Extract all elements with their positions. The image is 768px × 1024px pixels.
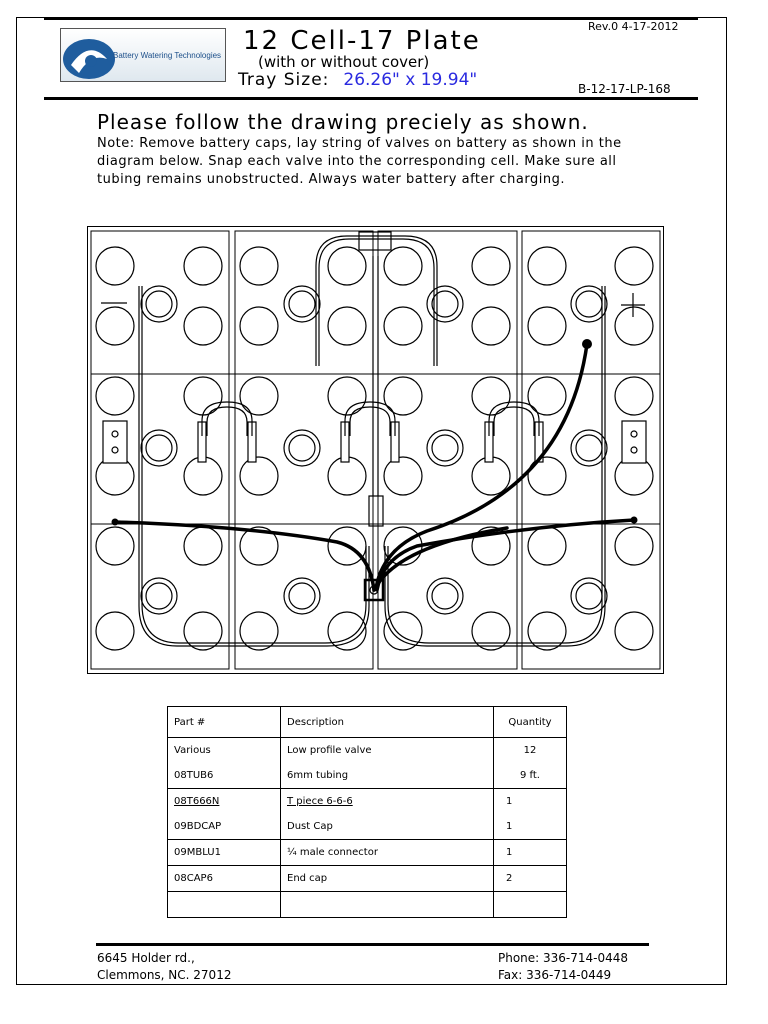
quantity-cell: 2 — [494, 866, 567, 892]
valve-inner-circle — [289, 291, 315, 317]
battery-plate-circle — [96, 307, 134, 345]
valve-inner-circle — [576, 583, 602, 609]
battery-plate-circle — [615, 247, 653, 285]
battery-plate-circle — [384, 377, 422, 415]
battery-plate-circle — [528, 247, 566, 285]
col-quantity-header: Quantity — [494, 707, 567, 738]
battery-plate-circle — [472, 612, 510, 650]
instructions-heading: Please follow the drawing preciely as shown. — [97, 110, 589, 134]
valve-inner-circle — [432, 435, 458, 461]
battery-plate-circle — [615, 307, 653, 345]
battery-plate-circle — [184, 527, 222, 565]
description-cell: Dust Cap — [281, 814, 494, 840]
valve-inner-circle — [576, 291, 602, 317]
battery-plate-circle — [96, 247, 134, 285]
part-number-cell: 08T666N — [168, 789, 281, 815]
valve-inner-circle — [289, 583, 315, 609]
quantity-cell: 9 ft. — [494, 763, 567, 789]
quantity-cell — [494, 892, 567, 918]
battery-plate-circle — [96, 612, 134, 650]
table-row — [168, 892, 567, 918]
parts-table-header — [168, 707, 567, 738]
battery-plate-circle — [615, 527, 653, 565]
battery-plate-circle — [328, 457, 366, 495]
description-cell: Low profile valve — [281, 738, 494, 764]
terminal-hole — [631, 447, 637, 453]
description-cell: End cap — [281, 866, 494, 892]
terminal-post — [103, 421, 127, 463]
description-cell — [281, 892, 494, 918]
table-row — [168, 814, 567, 840]
battery-plate-circle — [328, 247, 366, 285]
battery-plate-circle — [472, 307, 510, 345]
battery-plate-circle — [96, 377, 134, 415]
terminal-hole — [631, 431, 637, 437]
tray-size-value: 26.26" x 19.94" — [343, 70, 478, 90]
address-line-2: Clemmons, NC. 27012 — [97, 968, 232, 982]
table-row — [168, 789, 567, 815]
battery-plate-circle — [528, 527, 566, 565]
valve-inner-circle — [146, 583, 172, 609]
quantity-cell: 1 — [494, 840, 567, 866]
battery-plate-circle — [184, 247, 222, 285]
quantity-cell: 1 — [494, 789, 567, 815]
battery-plate-circle — [328, 612, 366, 650]
battery-plate-circle — [184, 307, 222, 345]
phone-number: Phone: 336-714-0448 — [498, 951, 629, 965]
part-number-cell: 09MBLU1 — [168, 840, 281, 866]
battery-plate-circle — [472, 457, 510, 495]
company-logo — [60, 28, 226, 82]
part-number-cell: 09BDCAP — [168, 814, 281, 840]
valve-inner-circle — [289, 435, 315, 461]
col-part-header: Part # — [168, 707, 281, 738]
table-row — [168, 738, 567, 764]
battery-plate-circle — [328, 307, 366, 345]
company-address — [97, 950, 231, 984]
valve-inner-circle — [146, 291, 172, 317]
page-subtitle: (with or without cover) — [258, 53, 430, 71]
battery-plate-circle — [96, 527, 134, 565]
part-number-cell: 08CAP6 — [168, 866, 281, 892]
logo-text: Battery Watering Technologies — [113, 51, 222, 60]
table-row — [168, 840, 567, 866]
col-description-header: Description — [281, 707, 494, 738]
fax-number: Fax: 336-714-0449 — [498, 968, 612, 982]
part-number-cell: Various — [168, 738, 281, 764]
battery-plate-circle — [528, 612, 566, 650]
battery-plate-circle — [384, 457, 422, 495]
battery-layout-diagram — [87, 226, 664, 674]
parts-table — [167, 706, 567, 918]
valve-inner-circle — [432, 291, 458, 317]
battery-plate-circle — [472, 247, 510, 285]
company-contact — [498, 950, 628, 984]
battery-plate-circle — [528, 377, 566, 415]
instructions-note: Note: Remove battery caps, lay string of valves on battery as shown in the diagram below. Snap each valve into the corresponding cell. Make sure all tubing remains unobstructed. Always water battery after charging. — [97, 136, 622, 187]
battery-plate-circle — [615, 612, 653, 650]
part-number-cell — [168, 892, 281, 918]
battery-plate-circle — [328, 377, 366, 415]
battery-plate-circle — [528, 457, 566, 495]
battery-plate-circle — [240, 457, 278, 495]
address-line-1: 6645 Holder rd., — [97, 951, 195, 965]
terminal-hole — [112, 447, 118, 453]
page-title: 12 Cell-17 Plate — [243, 26, 481, 56]
valve-inner-circle — [432, 583, 458, 609]
battery-plate-circle — [472, 377, 510, 415]
battery-plate-circle — [184, 612, 222, 650]
valve-inner-circle — [576, 435, 602, 461]
battery-plate-circle — [384, 247, 422, 285]
terminal-post — [622, 421, 646, 463]
table-row — [168, 763, 567, 789]
description-cell: T piece 6-6-6 — [281, 789, 494, 815]
battery-plate-circle — [615, 377, 653, 415]
drawing-part-number: B-12-17-LP-168 — [578, 82, 671, 96]
battery-plate-circle — [184, 457, 222, 495]
valve-inner-circle — [146, 435, 172, 461]
terminal-hole — [112, 431, 118, 437]
battery-plate-circle — [240, 612, 278, 650]
battery-plate-circle — [528, 307, 566, 345]
quantity-cell: 1 — [494, 814, 567, 840]
tray-size — [238, 70, 477, 90]
battery-plate-circle — [240, 247, 278, 285]
header-rule — [44, 97, 698, 100]
footer-rule — [96, 943, 649, 946]
tray-size-label: Tray Size: — [238, 70, 330, 90]
description-cell: ¼ male connector — [281, 840, 494, 866]
battery-plate-circle — [240, 377, 278, 415]
description-cell: 6mm tubing — [281, 763, 494, 789]
battery-plate-circle — [184, 377, 222, 415]
part-number-cell: 08TUB6 — [168, 763, 281, 789]
quantity-cell: 12 — [494, 738, 567, 764]
battery-plate-circle — [240, 307, 278, 345]
revision-date: Rev.0 4-17-2012 — [588, 20, 679, 33]
table-row — [168, 866, 567, 892]
battery-plate-circle — [384, 307, 422, 345]
